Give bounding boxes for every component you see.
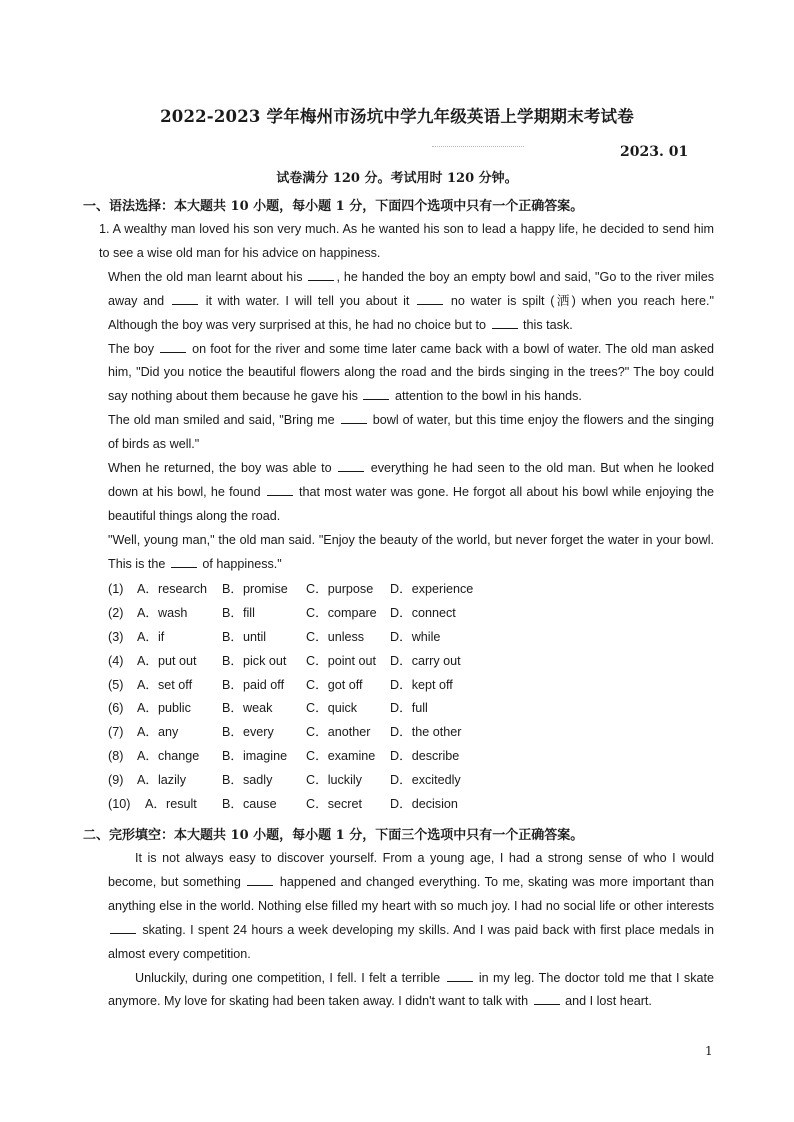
option-c: C．examine — [306, 749, 376, 764]
option-a: A．change — [137, 749, 200, 764]
answer-blank — [171, 556, 197, 568]
text-segment: happened and changed everything. To me, skating was more important than anything else in the world. Nothing else filled my heart with so much joy. I had no social life or other interests — [108, 874, 714, 913]
option-d: D．excitedly — [390, 773, 461, 788]
text-segment: and I lost heart. — [561, 994, 652, 1009]
answer-blank — [534, 993, 560, 1005]
answer-blank — [492, 317, 518, 329]
option-a: A．set off — [137, 677, 193, 692]
question-number: (4) — [108, 653, 124, 668]
option-b: B．every — [222, 725, 274, 740]
option-c: C．purpose — [306, 582, 374, 596]
option-a: A．if — [137, 629, 165, 644]
answer-blank — [363, 388, 389, 400]
text-segment: The old man smiled and said, "Bring me — [108, 413, 339, 428]
exam-title: 2022-2023 学年梅州市汤坑中学九年级英语上学期期末考试卷 — [160, 107, 634, 126]
option-d: D．the other — [390, 725, 462, 740]
exam-date: 2023. 01 — [620, 144, 689, 160]
answer-blank — [110, 922, 136, 934]
option-c: C．compare — [306, 605, 377, 620]
question-number: (3) — [108, 629, 124, 644]
question-number: (10) — [108, 797, 131, 812]
option-b: B．sadly — [222, 773, 273, 788]
option-c: C．point out — [306, 653, 377, 668]
text-segment: , he handed the boy an empty bowl and said, "Go to the river miles away and — [108, 269, 714, 308]
passage-paragraph — [108, 457, 714, 529]
option-d: D．full — [390, 701, 428, 716]
text-segment: it with water. I will tell you about it — [199, 293, 416, 308]
text-segment: It is not always easy to discover yourself. From a young age, I had a strong sense of who I would become, but something — [108, 851, 714, 889]
answer-blank — [172, 293, 198, 305]
option-a: A．wash — [137, 605, 188, 620]
passage-paragraph — [108, 266, 714, 338]
text-segment: Unluckily, during one competition, I fell. I felt a terrible — [135, 970, 445, 985]
text-segment: on foot for the river and some time later came back with a bowl of water. The old man asked him, "Did you notice the beautiful flowers along the road and the birds singing in the trees?" The boy could say nothing about them because he gave his — [108, 341, 714, 404]
passage-paragraph — [108, 529, 714, 577]
answer-blank — [160, 341, 186, 353]
question-number: (2) — [108, 605, 124, 620]
exam-subtitle: 试卷满分 120 分。考试用时 120 分钟。 — [276, 171, 518, 186]
option-b: B．paid off — [222, 677, 285, 692]
answer-blank — [267, 484, 293, 496]
text-segment: The boy — [108, 341, 159, 356]
text-segment: this task. — [519, 317, 573, 332]
text-segment: of happiness." — [198, 556, 282, 571]
section1-heading: 一、语法选择：本大题共 10 小题，每小题 1 分，下面四个选项中只有一个正确答案。 — [83, 199, 584, 214]
question-number: (5) — [108, 677, 124, 692]
section1-passage — [99, 218, 714, 577]
option-c: C．got off — [306, 677, 363, 692]
option-b: B．promise — [222, 582, 288, 596]
option-a: A．put out — [137, 653, 197, 668]
option-a: A．public — [137, 701, 191, 716]
text-segment: When he returned, the boy was able to — [108, 461, 337, 476]
question-number: (1) — [108, 582, 124, 596]
option-b: B．fill — [222, 605, 255, 620]
text-segment: attention to the bowl in his hands. — [391, 389, 582, 404]
section2-passage — [108, 847, 714, 1014]
text-segment: that most water was gone. He forgot all about his bowl while enjoying the beautiful things along the road. — [108, 484, 714, 523]
question-number: (6) — [108, 701, 124, 716]
passage-paragraph — [108, 409, 714, 457]
text-segment: "Well, young man," the old man said. "Enjoy the beauty of the world, but never forget the water in your bowl. This is the — [108, 532, 714, 571]
text-segment: in my leg. The doctor told me that I skate anymore. My love for skating had been taken away. I didn't want to talk with — [108, 970, 714, 1009]
passage-paragraph — [108, 847, 714, 967]
option-d: D．decision — [390, 797, 458, 812]
option-d: D．carry out — [390, 653, 461, 668]
question-number: (9) — [108, 773, 124, 788]
answer-blank — [247, 874, 273, 886]
option-a: A．lazily — [137, 773, 186, 788]
option-c: C．quick — [306, 701, 358, 716]
question-number: (7) — [108, 725, 124, 740]
answer-blank — [341, 412, 367, 424]
option-b: B．weak — [222, 701, 273, 716]
option-d: D．while — [390, 629, 441, 644]
answer-blank — [338, 460, 364, 472]
option-d: D．kept off — [390, 677, 453, 692]
answer-blank — [417, 293, 443, 305]
answer-blank — [308, 269, 334, 281]
text-segment: When the old man learnt about his — [108, 269, 307, 284]
option-c: C．another — [306, 725, 371, 740]
text-segment: everything he had seen to the old man. But when he looked down at his bowl, he found — [108, 461, 714, 499]
text-segment: bowl of water, but this time enjoy the flowers and the singing of birds as well." — [108, 413, 714, 452]
text-segment: 1. A wealthy man loved his son very much. As he wanted his son to lead a happy life, he decided to send him to see a wise old man for his advice on happiness. — [99, 222, 714, 260]
option-b: B．cause — [222, 797, 277, 812]
text-segment: no water is spilt (洒) when you reach here." Although the boy was very surprised at this, he had no choice but to — [108, 293, 714, 332]
page-number: 1 — [705, 1044, 713, 1058]
dotted-separator — [432, 146, 524, 147]
option-a: A．research — [137, 582, 207, 596]
option-d: D．connect — [390, 605, 456, 620]
option-c: C．luckily — [306, 773, 362, 788]
option-d: D．describe — [390, 749, 460, 764]
option-b: B．pick out — [222, 653, 287, 668]
option-c: C．secret — [306, 797, 362, 812]
passage-paragraph — [108, 338, 714, 410]
option-c: C．unless — [306, 629, 365, 644]
passage-paragraph — [108, 967, 714, 1015]
option-d: D．experience — [390, 582, 474, 596]
answer-blank — [447, 970, 473, 982]
option-b: B．imagine — [222, 749, 288, 764]
option-a: A．result — [145, 797, 197, 812]
text-segment: skating. I spent 24 hours a week developing my skills. And I was paid back with first place medals in almost every competition. — [108, 922, 714, 961]
section2-heading: 二、完形填空：本大题共 10 小题，每小题 1 分，下面三个选项中只有一个正确答案。 — [83, 828, 584, 843]
option-b: B．until — [222, 629, 267, 644]
option-a: A．any — [137, 725, 179, 740]
question-number: (8) — [108, 749, 124, 764]
passage-paragraph — [99, 218, 714, 266]
